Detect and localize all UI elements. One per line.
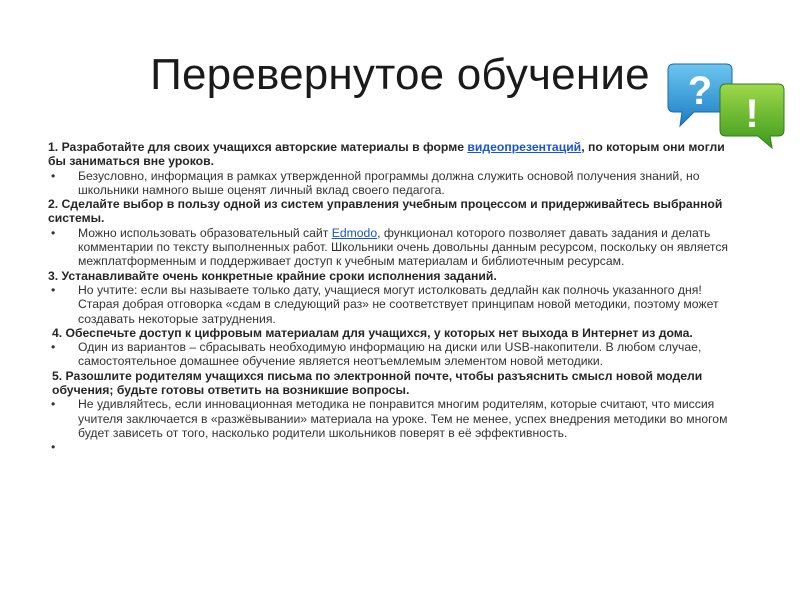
qa-speech-bubbles-icon [664, 60, 788, 150]
exclamation-bubble-icon [720, 84, 784, 148]
empty-bullet [48, 440, 746, 456]
item-1-bullet: • Безусловно, информация в рамках утвержденной программы должна служить основой получения знаний, но школьники намного выше оценят личный вклад своего педагога. [48, 169, 746, 198]
item-4-bullet: • Один из вариантов – сбрасывать необходимую информацию на диски или USB-накопители. В любом случае, самостоятельное домашнее обучение является неотъемлемым элементом новой методики. [48, 340, 746, 369]
item-4-heading: 4. Обеспечьте доступ к цифровым материалам для учащихся, у которых нет выхода в Интернет из дома. [52, 325, 693, 340]
item-5-heading: 5. Разошлите родителям учащихся письма по электронной почте, чтобы разъяснить смысл новой модели обучения; будьте готовы ответить на возникшие вопросы. [52, 368, 703, 398]
item-1-heading: 1. Разработайте для своих учащихся авторские материалы в форме видеопрезентаций, по которым они могли бы заниматься вне уроков. [48, 140, 725, 169]
slide-title: Перевернутое обучение [150, 50, 650, 99]
item-2-heading: 2. Сделайте выбор в пользу одной из систем управления учебным процессом и придерживайтесь выбранной системы. [48, 197, 723, 226]
item-2-bullet: • Можно использовать образовательный сайт Edmodo, функционал которого позволяет давать задания и делать комментарии по тексту выполненных работ. Школьники очень довольны данным ресурсом, поскольку он является межплатформенным и поддерживает доступ к учебным материалам и библиотечным ресурсам. [48, 226, 746, 269]
edmodo-link[interactable]: Edmodo [331, 225, 378, 240]
item-3-bullet: • Но учтите: если вы называете только дату, учащиеся могут истолковать дедлайн как полночь указанного дня! Старая добрая отговорка «сдам в следующий раз» не соответствует принципам новой методики, поэтому может создавать некоторые затруднения. [48, 283, 746, 326]
svg-text:!: ! [745, 92, 759, 136]
videopresentations-link[interactable]: видеопрезентаций [467, 140, 582, 154]
item-3-heading: 3. Устанавливайте очень конкретные крайние сроки исполнения заданий. [48, 268, 497, 283]
item-5-bullet: • Не удивляйтесь, если инновационная методика не понравится многим родителям, которые считают, что миссия учителя заключается в «разжёвывании» материала на уроке. Тем не менее, успех внедрения методики во многом будет зависеть от того, насколько родители школьников поверят в её эффективность. [48, 397, 746, 440]
svg-text:?: ? [687, 69, 713, 113]
slide-body [48, 140, 746, 456]
